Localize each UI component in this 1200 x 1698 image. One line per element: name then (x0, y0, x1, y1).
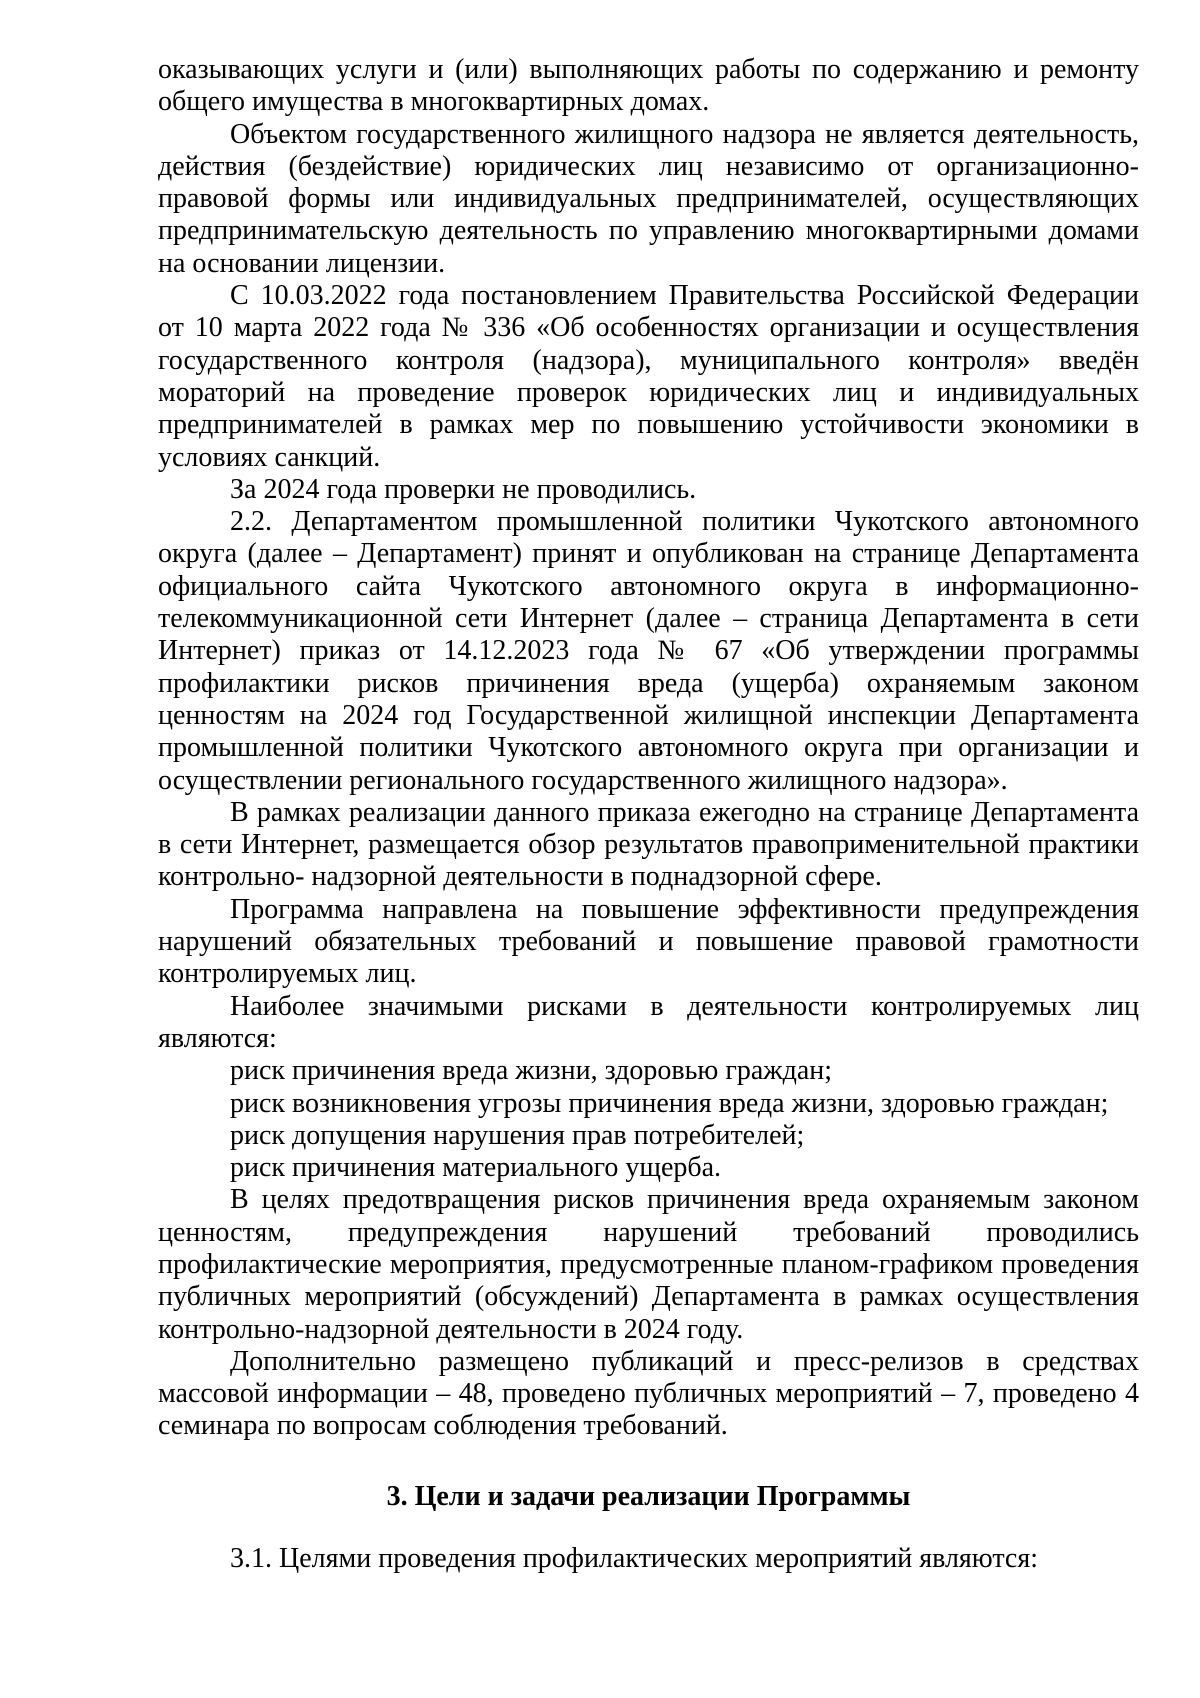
risk-list-item: риск возникновения угрозы причинения вреда жизни, здоровью граждан; (230, 1087, 1109, 1119)
risk-list-item: риск допущения нарушения прав потребителей; (230, 1119, 805, 1151)
risk-list-item: риск причинения вреда жизни, здоровью граждан; (230, 1055, 833, 1087)
paragraph-program-aim: Программа направлена на повышение эффективности предупреждения нарушений обязательных требований и повышение правовой грамотности контролируемых лиц. (158, 893, 1139, 990)
paragraph-2-2: 2.2. Департаментом промышленной политики Чукотского автономного округа (далее – Департамент) принят и опубликован на странице Департамента официального сайта Чукотского автономного округа в информационно-телекоммуникационной сети Интернет (далее – страница Департамента в сети Интернет) приказ от 14.12.2023 года № 67 «Об утверждении программы профилактики рисков причинения вреда (ущерба) охраняемым законом ценностям на 2024 год Государственной жилищной инспекции Департамента промышленной политики Чукотского автономного округа при организации и осуществлении регионального государственного жилищного надзора». (158, 506, 1139, 796)
paragraph-prevention-measures: В целях предотвращения рисков причинения вреда охраняемым законом ценностям, предупреждения нарушений требований проводились профилактические мероприятия, предусмотренные планом-графиком проведения публичных мероприятий (обсуждений) Департамента в рамках осуществления контрольно-надзорной деятельности в 2024 году. (158, 1184, 1139, 1345)
paragraph-no-inspections: За 2024 года проверки не проводились. (230, 473, 697, 505)
paragraph-object-of-supervision: Объектом государственного жилищного надзора не является деятельность, действия (бездействие) юридических лиц независимо от организационно-правовой формы или индивидуальных предпринимателей, осуществляющих предпринимательскую деятельность по управлению многоквартирными домами на основании лицензии. (158, 118, 1139, 279)
risk-list-item: риск причинения материального ущерба. (230, 1152, 722, 1184)
paragraph-moratorium: С 10.03.2022 года постановлением Правительства Российской Федерации от 10 марта 2022 года № 336 «Об особенностях организации и осуществления государственного контроля (надзора), муниципального контроля» введён мораторий на проведение проверок юридических лиц и индивидуальных предпринимателей в рамках мер по повышению устойчивости экономики в условиях санкций. (158, 280, 1139, 473)
paragraph-main-risks: Наиболее значимыми рисками в деятельности контролируемых лиц являются: (158, 990, 1139, 1054)
paragraph-review-publication: В рамках реализации данного приказа ежегодно на странице Департамента в сети Интернет, размещается обзор результатов правоприменительной практики контрольно- надзорной деятельности в поднадзорной сфере. (158, 796, 1139, 893)
section-heading: 3. Цели и задачи реализации Программы (386, 1480, 911, 1512)
document-page (158, 54, 1139, 1575)
paragraph-additional-publications: Дополнительно размещено публикаций и пресс-релизов в средствах массовой информации – 48, проведено публичных мероприятий – 7, проведено 4 семинара по вопросам соблюдения требований. (158, 1345, 1139, 1442)
paragraph-3-1: 3.1. Целями проведения профилактических мероприятий являются: (230, 1543, 1039, 1575)
paragraph-continuation: оказывающих услуги и (или) выполняющих работы по содержанию и ремонту общего имущества в многоквартирных домах. (158, 54, 1139, 118)
